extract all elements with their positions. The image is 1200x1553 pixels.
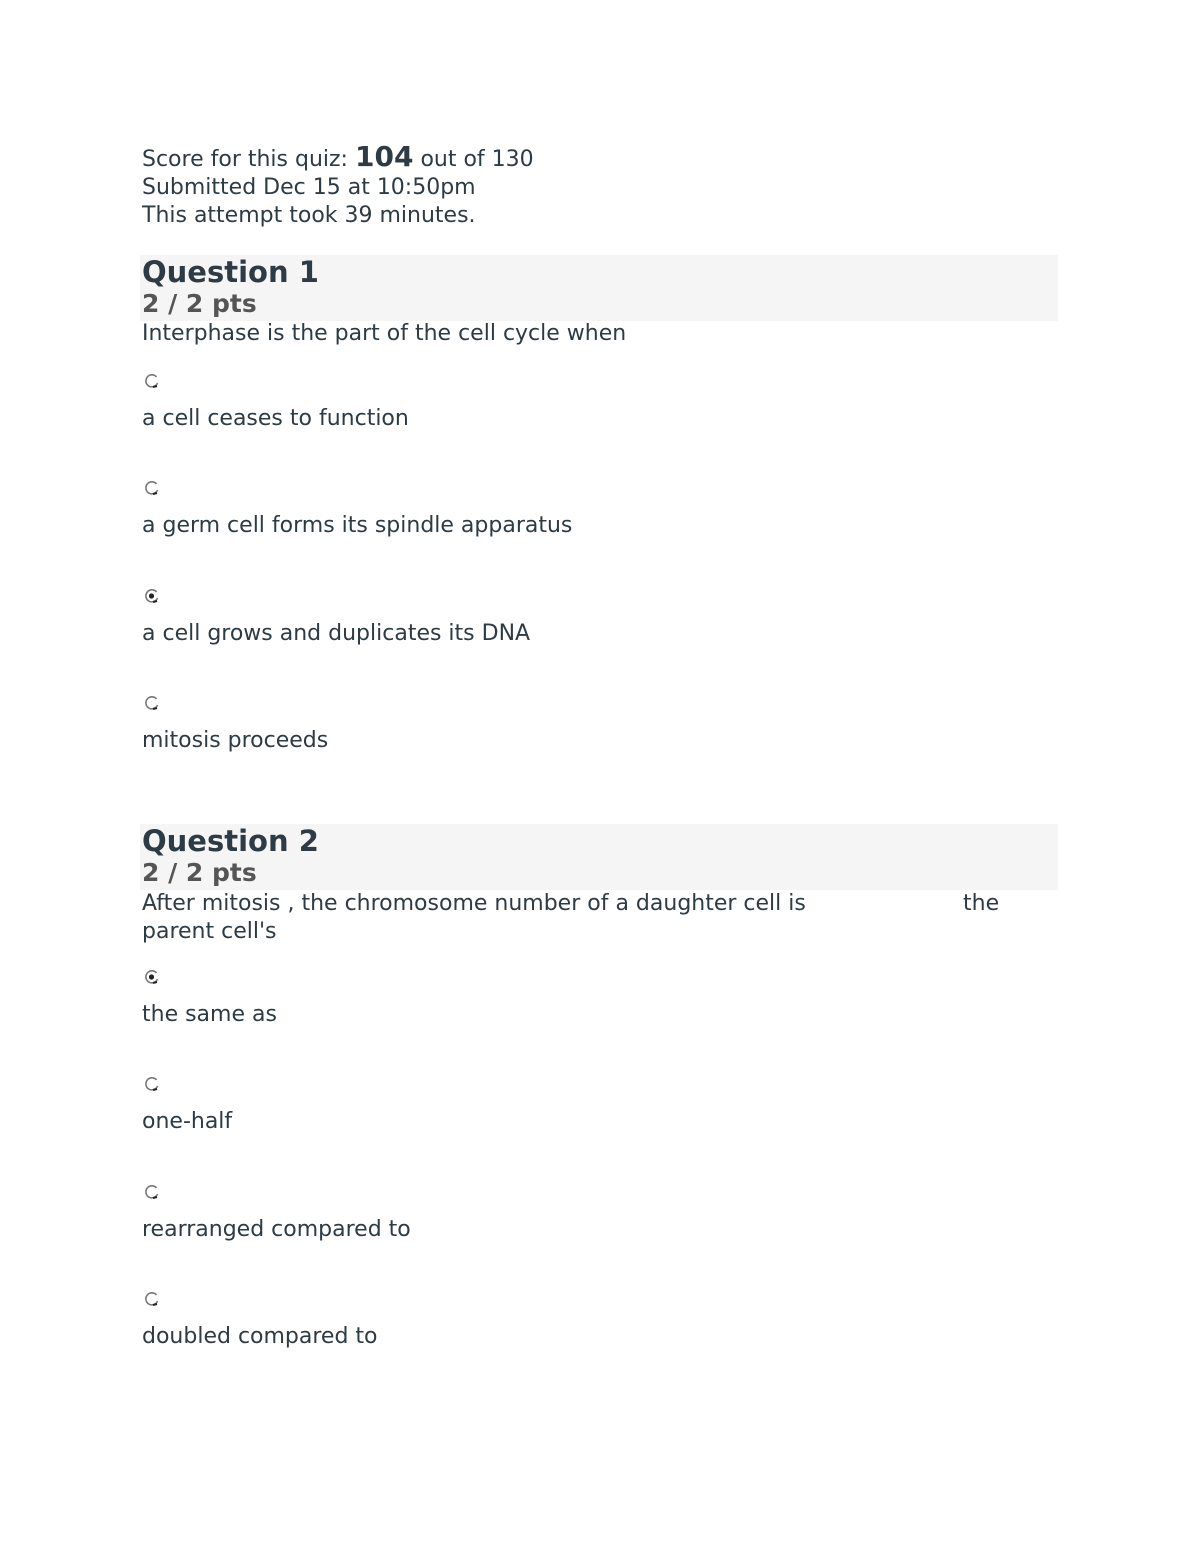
answer-radio[interactable] bbox=[144, 1076, 160, 1092]
answer-label: one-half bbox=[142, 1109, 233, 1134]
answer-radio[interactable] bbox=[144, 695, 160, 711]
answer-radio[interactable] bbox=[144, 588, 160, 604]
answer-radio[interactable] bbox=[144, 969, 160, 985]
answer-label: a germ cell forms its spindle apparatus bbox=[142, 513, 573, 538]
score-label: Score for this quiz: bbox=[142, 147, 348, 172]
answer-label: doubled compared to bbox=[142, 1324, 378, 1349]
question-text-continued: the bbox=[963, 891, 1000, 916]
answer-radio[interactable] bbox=[144, 1291, 160, 1307]
answer-label: a cell grows and duplicates its DNA bbox=[142, 621, 531, 646]
submitted-time: Submitted Dec 15 at 10:50pm bbox=[142, 175, 476, 200]
question-text-wrap: parent cell's bbox=[142, 919, 277, 944]
question-text: Interphase is the part of the cell cycle when bbox=[142, 321, 627, 346]
question-title: Question 1 bbox=[142, 255, 319, 289]
answer-label: rearranged compared to bbox=[142, 1217, 411, 1242]
answer-label: the same as bbox=[142, 1002, 277, 1027]
quiz-summary bbox=[142, 140, 534, 230]
score-value: 104 bbox=[354, 140, 414, 173]
score-line bbox=[142, 140, 534, 174]
score-total: out of 130 bbox=[420, 147, 534, 172]
answer-label: a cell ceases to function bbox=[142, 406, 409, 431]
answer-radio[interactable] bbox=[144, 480, 160, 496]
question-1-header bbox=[140, 255, 1058, 321]
answer-label: mitosis proceeds bbox=[142, 728, 329, 753]
question-text: After mitosis , the chromosome number of a daughter cell is bbox=[142, 891, 806, 916]
question-2-header bbox=[140, 824, 1058, 890]
answer-radio[interactable] bbox=[144, 1184, 160, 1200]
answer-radio[interactable] bbox=[144, 373, 160, 389]
question-points: 2 / 2 pts bbox=[142, 858, 257, 887]
question-title: Question 2 bbox=[142, 824, 319, 858]
attempt-duration: This attempt took 39 minutes. bbox=[142, 203, 476, 228]
question-points: 2 / 2 pts bbox=[142, 289, 257, 318]
